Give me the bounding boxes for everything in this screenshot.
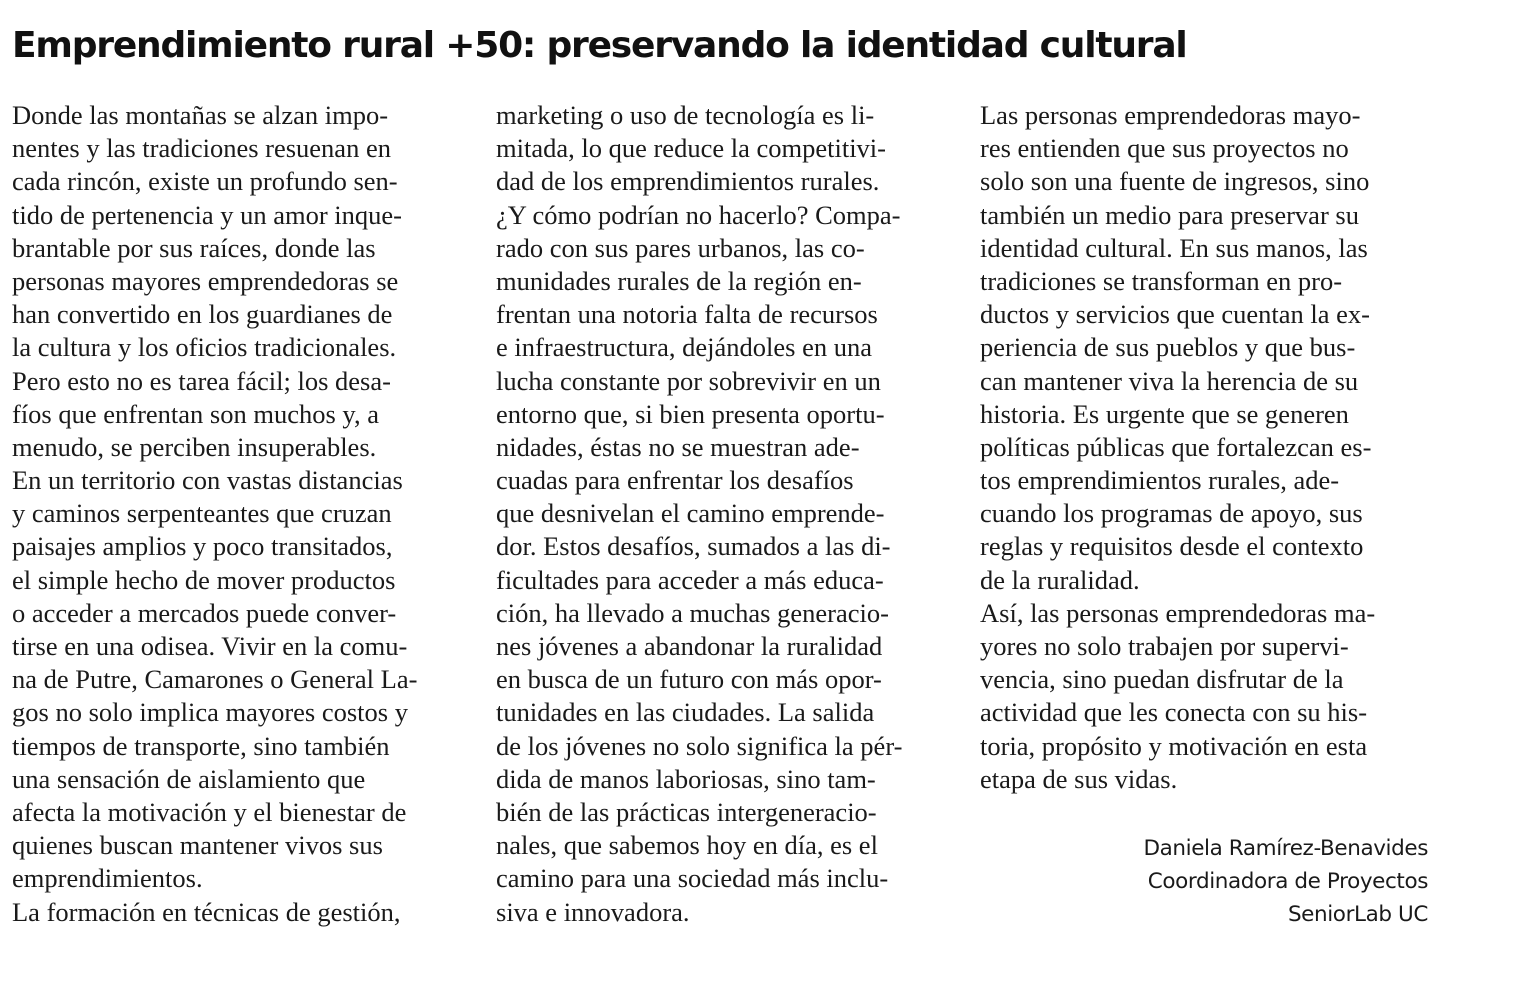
article-text-line: marketing o uso de tecnología es li- bbox=[496, 100, 875, 130]
author-role: Coordinadora de Proyectos bbox=[1147, 869, 1428, 894]
article-text-line: nes jóvenes a abandonar la ruralidad bbox=[496, 631, 883, 661]
article-text-line: nidades, éstas no se muestran ade- bbox=[496, 431, 860, 462]
article-text-line: nales, que sabemos hoy en día, es el bbox=[496, 830, 878, 861]
article-text-line: frentan una notoria falta de recursos bbox=[496, 299, 878, 330]
article-text-line: yores no solo trabajen por supervi- bbox=[980, 631, 1349, 661]
article-text-line: emprendimientos. bbox=[12, 863, 203, 894]
article-text-line: tunidades en las ciudades. La salida bbox=[496, 697, 875, 728]
article-text-line: solo son una fuente de ingresos, sino bbox=[980, 166, 1370, 197]
article-column-3 bbox=[980, 99, 1430, 796]
headline: Emprendimiento rural +50: preservando la identidad cultural bbox=[12, 25, 1187, 66]
article-text-line: quienes buscan mantener vivos sus bbox=[12, 830, 383, 861]
article-text-line: dor. Estos desafíos, sumados a las di- bbox=[496, 531, 891, 562]
article-text-line: fíos que enfrentan son muchos y, a bbox=[12, 398, 379, 429]
article-text-line: ficultades para acceder a más educa- bbox=[496, 564, 884, 595]
article-text-line: tos emprendimientos rurales, ade- bbox=[980, 465, 1340, 496]
article-text-line: can mantener viva la herencia de su bbox=[980, 365, 1359, 396]
article-text-line: etapa de sus vidas. bbox=[980, 763, 1178, 794]
article-text-line: munidades rurales de la región en- bbox=[496, 265, 862, 296]
article-text-line: historia. Es urgente que se generen bbox=[980, 398, 1349, 429]
article-text-line: políticas públicas que fortalezcan es- bbox=[980, 431, 1372, 462]
article-text-line: identidad cultural. En sus manos, las bbox=[980, 232, 1368, 263]
article-text-line: tido de pertenencia y un amor inque- bbox=[12, 199, 402, 230]
article-text-line: cada rincón, existe un profundo sen- bbox=[12, 166, 398, 197]
author-organization: SeniorLab UC bbox=[1287, 902, 1428, 927]
article-text-line: Pero esto no es tarea fácil; los desa- bbox=[12, 365, 391, 396]
article-text-line: entorno que, si bien presenta oportu- bbox=[496, 398, 885, 429]
article-text-line: lucha constante por sobrevivir en un bbox=[496, 365, 881, 396]
article-text-line: han convertido en los guardianes de bbox=[12, 299, 393, 330]
author-signature bbox=[1143, 832, 1428, 931]
author-name: Daniela Ramírez-Benavides bbox=[1143, 836, 1428, 861]
article-text-line: dida de manos laboriosas, sino tam- bbox=[496, 763, 876, 794]
article-text-line: nentes y las tradiciones resuenan en bbox=[12, 133, 391, 164]
article-text-line: afecta la motivación y el bienestar de bbox=[12, 796, 407, 827]
article-text-line: camino para una sociedad más inclu- bbox=[496, 863, 889, 894]
article-text-line: ¿Y cómo podrían no hacerlo? Compa- bbox=[496, 199, 901, 230]
article-text-line: vencia, sino puedan disfrutar de la bbox=[980, 664, 1344, 695]
article-text-line: tiempos de transporte, sino también bbox=[12, 730, 390, 761]
article-text-line: una sensación de aislamiento que bbox=[12, 763, 366, 794]
article-text-line: o acceder a mercados puede conver- bbox=[12, 597, 397, 628]
article-column-1 bbox=[12, 99, 462, 929]
article-text-line: que desnivelan el camino emprende- bbox=[496, 498, 885, 529]
article-text-line: reglas y requisitos desde el contexto bbox=[980, 531, 1364, 562]
article-text-line: menudo, se perciben insuperables. bbox=[12, 431, 377, 462]
article-column-2 bbox=[496, 99, 946, 929]
article-text-line: tradiciones se transforman en pro- bbox=[980, 265, 1343, 296]
article-text-line: Así, las personas emprendedoras ma- bbox=[980, 597, 1376, 628]
article-text-line: res entienden que sus proyectos no bbox=[980, 133, 1349, 164]
article-text-line: periencia de sus pueblos y que bus- bbox=[980, 332, 1356, 363]
article-text-line: En un territorio con vastas distancias bbox=[12, 465, 403, 496]
article-text-line: cuando los programas de apoyo, sus bbox=[980, 498, 1363, 529]
article-text-line: cuadas para enfrentar los desafíos bbox=[496, 465, 854, 496]
article-text-line: en busca de un futuro con más opor- bbox=[496, 664, 882, 695]
article-text-line: dad de los emprendimientos rurales. bbox=[496, 166, 880, 197]
article-text-line: brantable por sus raíces, donde las bbox=[12, 232, 376, 263]
article-text-line: na de Putre, Camarones o General La- bbox=[12, 664, 418, 695]
article-text-line: bién de las prácticas intergeneracio- bbox=[496, 796, 877, 827]
article-text-line: de los jóvenes no solo significa la pér- bbox=[496, 730, 903, 761]
article-text-line: también un medio para preservar su bbox=[980, 199, 1359, 230]
article-text-line: paisajes amplios y poco transitados, bbox=[12, 531, 393, 562]
article-text-line: rado con sus pares urbanos, las co- bbox=[496, 232, 865, 263]
article-text-line: ductos y servicios que cuentan la ex- bbox=[980, 299, 1371, 330]
article-text-line: de la ruralidad. bbox=[980, 564, 1140, 595]
article-text-line: Las personas emprendedoras mayo- bbox=[980, 100, 1361, 130]
article-text-line: ción, ha llevado a muchas generacio- bbox=[496, 597, 889, 628]
article-text-line: y caminos serpenteantes que cruzan bbox=[12, 498, 392, 529]
article-text-line: e infraestructura, dejándoles en una bbox=[496, 332, 872, 363]
article-text-line: la cultura y los oficios tradicionales. bbox=[12, 332, 397, 363]
article-text-line: siva e innovadora. bbox=[496, 896, 690, 927]
article-text-line: actividad que les conecta con su his- bbox=[980, 697, 1368, 728]
article-text-line: personas mayores emprendedoras se bbox=[12, 265, 399, 296]
article-text-line: toria, propósito y motivación en esta bbox=[980, 730, 1368, 761]
article-text-line: La formación en técnicas de gestión, bbox=[12, 896, 401, 927]
article-text-line: el simple hecho de mover productos bbox=[12, 564, 396, 595]
article-text-line: Donde las montañas se alzan impo- bbox=[12, 100, 389, 130]
article-text-line: mitada, lo que reduce la competitivi- bbox=[496, 133, 886, 164]
article-text-line: tirse en una odisea. Vivir en la comu- bbox=[12, 631, 408, 661]
article-text-line: gos no solo implica mayores costos y bbox=[12, 697, 408, 728]
